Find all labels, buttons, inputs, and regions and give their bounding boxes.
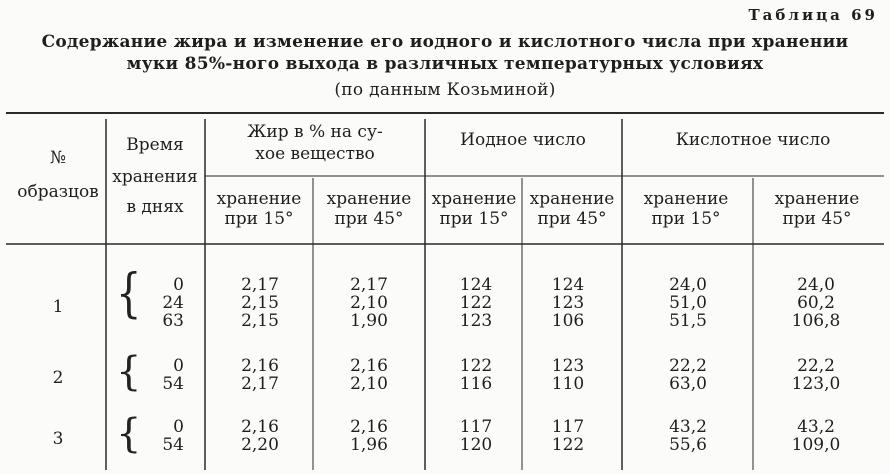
fat45-value: 2,10 [350, 293, 388, 313]
acid15-value: 55,6 [669, 435, 707, 455]
row-brace-2: { [116, 349, 142, 395]
fat45-value: 2,16 [350, 417, 388, 437]
table-title-line-1: Содержание жира и изменение его иодного и кислотного числа при хранении [41, 32, 849, 52]
acid15-value: 22,2 [669, 356, 707, 376]
fat15-value: 2,15 [241, 311, 279, 331]
iod45-value: 123 [551, 293, 585, 313]
subheader-iodine-15-storage: хранение [431, 189, 517, 209]
acid45-value: 24,0 [797, 275, 835, 295]
row-brace-3: { [116, 411, 142, 457]
iod45-group-3 [552, 418, 584, 454]
acid45-value: 106,8 [791, 311, 841, 331]
acid15-group-2 [669, 357, 707, 393]
iod45-value: 123 [551, 356, 585, 376]
iod45-group-1 [552, 276, 584, 330]
days-group-1 [162, 276, 184, 330]
subheader-fat-45-temp: при 45° [334, 209, 404, 229]
iod15-group-1 [460, 276, 492, 330]
header-time-line-3: в днях [126, 197, 184, 217]
fat45-group-3 [350, 418, 388, 454]
acid15-group-3 [669, 418, 707, 454]
iod15-value: 117 [459, 417, 493, 437]
fat15-value: 2,20 [241, 435, 279, 455]
fat15-group-2 [241, 357, 279, 393]
acid15-value: 63,0 [669, 374, 707, 394]
fat45-value: 1,96 [350, 435, 388, 455]
acid45-value: 123,0 [791, 374, 841, 394]
iod45-value: 110 [551, 374, 585, 394]
iod45-value: 106 [551, 311, 585, 331]
fat15-group-1 [241, 276, 279, 330]
fat15-value: 2,15 [241, 293, 279, 313]
acid45-value: 109,0 [791, 435, 841, 455]
subheader-fat-15-temp: при 15° [224, 209, 294, 229]
table-caption: Таблица 69 [748, 6, 878, 24]
iod15-value: 116 [459, 374, 493, 394]
days-value: 24 [162, 293, 184, 313]
days-group-3 [162, 418, 184, 454]
fat45-value: 2,10 [350, 374, 388, 394]
header-number-sign: № [49, 148, 67, 168]
days-value: 63 [162, 311, 184, 331]
fat15-value: 2,17 [241, 275, 279, 295]
iod45-value: 122 [551, 435, 585, 455]
iod15-value: 124 [459, 275, 493, 295]
acid15-group-1 [669, 276, 707, 330]
days-value: 0 [173, 417, 184, 437]
fat45-value: 1,90 [350, 311, 388, 331]
days-value: 0 [173, 275, 184, 295]
acid15-value: 51,5 [669, 311, 707, 331]
iod15-value: 122 [459, 293, 493, 313]
iod15-value: 123 [459, 311, 493, 331]
acid45-group-3 [792, 418, 841, 454]
fat45-value: 2,16 [350, 356, 388, 376]
header-samples: образцов [17, 182, 99, 202]
fat15-value: 2,16 [241, 356, 279, 376]
fat15-value: 2,17 [241, 374, 279, 394]
subheader-iodine-45-temp: при 45° [537, 209, 607, 229]
header-time-line-2: хранения [112, 167, 198, 187]
subheader-acid-45-temp: при 45° [782, 209, 852, 229]
iod45-value: 124 [551, 275, 585, 295]
subheader-acid-45-storage: хранение [774, 189, 860, 209]
fat45-group-2 [350, 357, 388, 393]
days-group-2 [162, 357, 184, 393]
days-value: 54 [162, 374, 184, 394]
iod15-group-3 [460, 418, 492, 454]
fat15-group-3 [241, 418, 279, 454]
acid15-value: 43,2 [669, 417, 707, 437]
subheader-acid-15-storage: хранение [643, 189, 729, 209]
fat45-value: 2,17 [350, 275, 388, 295]
acid45-value: 43,2 [797, 417, 835, 437]
iod45-value: 117 [551, 417, 585, 437]
sample-number-1: 1 [52, 297, 64, 317]
fat15-value: 2,16 [241, 417, 279, 437]
subheader-iodine-15-temp: при 15° [439, 209, 509, 229]
table-title-line-2: муки 85%-ного выхода в различных температурных условиях [126, 54, 764, 74]
subheader-iodine-45-storage: хранение [529, 189, 615, 209]
acid15-value: 51,0 [669, 293, 707, 313]
header-fat-line-2: хое вещество [255, 144, 375, 164]
table-source-note: (по данным Козьминой) [334, 80, 556, 100]
acid45-group-2 [792, 357, 841, 393]
acid45-group-1 [792, 276, 841, 330]
iod45-group-2 [552, 357, 584, 393]
iod15-value: 120 [459, 435, 493, 455]
fat45-group-1 [350, 276, 388, 330]
acid45-value: 22,2 [797, 356, 835, 376]
days-value: 54 [162, 435, 184, 455]
subheader-fat-45-storage: хранение [326, 189, 412, 209]
iod15-value: 122 [459, 356, 493, 376]
header-iodine: Иодное число [460, 130, 586, 150]
subheader-fat-15-storage: хранение [216, 189, 302, 209]
acid45-value: 60,2 [797, 293, 835, 313]
header-time-line-1: Время [126, 135, 184, 155]
acid15-value: 24,0 [669, 275, 707, 295]
subheader-acid-15-temp: при 15° [651, 209, 721, 229]
row-brace-1: { [116, 264, 142, 324]
days-value: 0 [173, 356, 184, 376]
iod15-group-2 [460, 357, 492, 393]
header-fat-line-1: Жир в % на су- [247, 122, 383, 142]
header-acid: Кислотное число [675, 130, 831, 150]
sample-number-2: 2 [52, 368, 64, 388]
sample-number-3: 3 [52, 429, 64, 449]
